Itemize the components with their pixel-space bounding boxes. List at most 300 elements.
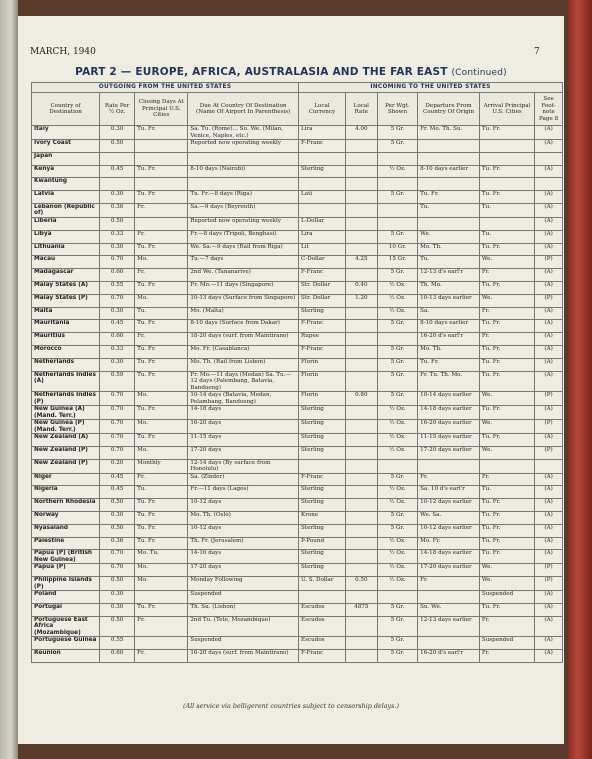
airmail-schedule-table [31,82,563,663]
table-cell: Tu. Fr. [135,320,188,333]
table-cell: 5 Gr. [377,616,417,637]
table-cell [479,152,534,165]
table-cell: We. [479,294,534,307]
table-cell: 10-13 days earlier [418,294,480,307]
country-cell: Poland [32,591,100,604]
table-cell [479,140,534,153]
table-cell: Mo. [135,256,188,269]
table-cell: Escudos [299,616,346,637]
table-cell: (P) [535,392,563,406]
table-cell: ½ Oz. [377,446,417,459]
table-cell: Reported now operating weekly [188,217,299,230]
country-cell: Mauritania [32,320,100,333]
table-cell: Fr. [135,203,188,217]
table-cell: 10-14 days earlier [418,392,480,406]
table-row [32,345,563,358]
table-cell [188,178,299,191]
table-cell: 0.50 [100,577,135,591]
table-cell: (A) [535,269,563,282]
table-cell [345,152,377,165]
table-cell: Th. Fr. (Jerusalem) [188,537,299,550]
table-cell [299,203,346,217]
table-cell: 0.70 [100,294,135,307]
table-row [32,126,563,140]
table-cell: Tu. [418,203,480,217]
column-header-row [32,93,563,126]
table-cell: 18-20 days (surf. from Maintirano) [188,333,299,346]
table-cell: Florin [299,371,346,392]
table-cell: Sterling [299,499,346,512]
table-cell: Suspended [479,591,534,604]
table-cell [377,217,417,230]
table-cell [345,191,377,204]
table-cell: C-Dollar [299,256,346,269]
table-cell: (A) [535,333,563,346]
table-cell: Tu. Fr. [135,281,188,294]
table-cell: Tu. Fr. [135,524,188,537]
table-cell: 0.45 [100,473,135,486]
table-cell: Fr.—11 days (Lagos) [188,486,299,499]
table-cell: 0.80 [345,392,377,406]
table-cell [345,333,377,346]
table-row [32,281,563,294]
table-cell: We. [479,446,534,459]
table-cell: 0.70 [100,256,135,269]
table-cell: 0.50 [345,577,377,591]
table-cell: 17-20 days [188,446,299,459]
table-cell: (A) [535,406,563,420]
table-cell: Su. We. [418,604,480,617]
table-cell: Tu. Fr. [479,434,534,447]
table-cell [345,217,377,230]
country-cell: Reunion [32,650,100,663]
table-cell: (A) [535,486,563,499]
table-cell: 0.36 [100,203,135,217]
table-cell: Sa. Tu. (Rome)... Su. We. (Milan, Venice, Naples, etc.) [188,126,299,140]
table-cell: 0.60 [100,650,135,663]
table-cell: 0.70 [100,434,135,447]
table-cell [345,178,377,191]
table-cell [345,307,377,320]
country-cell: Papua (P) (British New Guinea) [32,550,100,564]
table-cell: ½ Oz. [377,499,417,512]
country-cell: Portuguese East Africa (Mozambique) [32,616,100,637]
table-row [32,191,563,204]
table-row [32,307,563,320]
table-cell: Fr. [135,333,188,346]
table-cell: (A) [535,499,563,512]
table-cell: P-Pound [299,537,346,550]
table-cell: 5 Gr. [377,371,417,392]
table-cell: 14-18 days [188,406,299,420]
table-row [32,486,563,499]
table-cell: 5 Gr. [377,512,417,525]
country-cell: Philippine Islands (P) [32,577,100,591]
table-cell: F-Franc [299,650,346,663]
table-cell [188,152,299,165]
book-binding-left [0,0,18,759]
column-header: Local Currency [299,93,346,126]
table-cell: 0.30 [100,243,135,256]
table-cell [345,140,377,153]
table-cell: Tu. [479,486,534,499]
country-cell: Portuguese Guinea [32,637,100,650]
table-cell: 10-12 days [188,524,299,537]
country-cell: New Zealand (A) [32,434,100,447]
table-cell: Suspended [188,591,299,604]
table-cell: 10-13 days (Surface from Singapore) [188,294,299,307]
table-cell: Fr. Mo.—11 days (Singapore) [188,281,299,294]
table-cell: 16-20 days (surf. from Maintirano) [188,650,299,663]
table-cell: ½ Oz. [377,420,417,434]
table-cell: Fr. [135,269,188,282]
table-cell: (A) [535,281,563,294]
table-cell: 11-15 days [188,434,299,447]
table-cell: 16-20 days earlier [418,420,480,434]
table-cell: Mo. [135,577,188,591]
table-cell: Sterling [299,524,346,537]
table-row [32,616,563,637]
table-row [32,564,563,577]
table-cell: Mo. [135,420,188,434]
table-cell: Mo. Th. [418,345,480,358]
table-cell: Tu. Fr. [135,499,188,512]
table-cell: 0.59 [100,371,135,392]
table-cell [345,537,377,550]
table-cell: 2nd Tu. (Tete, Mozambique) [188,616,299,637]
table-cell: Fr. [479,650,534,663]
column-header: Due At Country Of Destination (Name Of Airport In Parenthesis) [188,93,299,126]
table-cell: Tu. Fr. [479,191,534,204]
table-cell: 0.50 [100,217,135,230]
table-cell [377,178,417,191]
table-cell: Tu. Fr. [479,243,534,256]
table-cell: (P) [535,420,563,434]
table-cell: We. Sa. [418,512,480,525]
table-cell: Str. Dollar [299,294,346,307]
table-cell [345,203,377,217]
table-cell: (P) [535,256,563,269]
country-cell: Kenya [32,165,100,178]
table-cell: 10-14 days (Batavia, Medan, Pelambang, Bandoeng) [188,392,299,406]
table-row [32,294,563,307]
table-row [32,203,563,217]
table-cell: Mo. [135,392,188,406]
table-cell: ½ Oz. [377,406,417,420]
table-cell [345,230,377,243]
table-cell [345,616,377,637]
table-cell [345,650,377,663]
table-cell: 0.33 [100,230,135,243]
table-cell: 4.25 [345,256,377,269]
table-cell: Tu. Fr. [418,191,480,204]
table-cell: 5 Gr. [377,126,417,140]
country-cell: Netherlands Indies (A) [32,371,100,392]
table-cell: ½ Oz. [377,564,417,577]
table-cell: 5 Gr. [377,604,417,617]
table-cell: F-Franc [299,345,346,358]
table-cell: Fr. [479,333,534,346]
table-row [32,140,563,153]
table-cell: Tu. Fr. [479,550,534,564]
table-cell: 5 Gr. [377,473,417,486]
table-cell: 0.50 [100,140,135,153]
table-cell: 0.30 [100,358,135,371]
table-cell: 0.40 [345,281,377,294]
table-cell: Rupee [299,333,346,346]
table-cell: 0.30 [100,307,135,320]
table-cell: 0.30 [100,191,135,204]
table-cell: 0.70 [100,446,135,459]
table-row [32,459,563,473]
group-header-row [32,83,563,93]
table-cell: 16-20 d's earl'r [418,333,480,346]
table-row [32,537,563,550]
table-cell: (A) [535,165,563,178]
table-cell: Mo. [135,564,188,577]
table-cell [345,165,377,178]
country-cell: Mauritius [32,333,100,346]
table-cell: 4.00 [345,126,377,140]
table-cell: (A) [535,358,563,371]
table-cell: 5 Gr. [377,230,417,243]
country-cell: Italy [32,126,100,140]
table-cell [135,637,188,650]
table-cell: (A) [535,371,563,392]
table-row [32,217,563,230]
table-cell: Sterling [299,486,346,499]
table-cell: Tu. Fr. [135,126,188,140]
table-cell [377,459,417,473]
table-cell: 0.45 [100,320,135,333]
table-row [32,577,563,591]
table-cell: Sterling [299,550,346,564]
table-cell: 8-10 days (Surface from Dakar) [188,320,299,333]
table-cell: ½ Oz. [377,294,417,307]
table-cell: Mo. (Malta) [188,307,299,320]
table-cell [345,406,377,420]
censorship-footnote: (All service via belligerent countries subject to censorship delays.) [183,702,399,710]
table-cell: (A) [535,307,563,320]
table-cell: Sterling [299,434,346,447]
table-cell: Mo. Th. (Rail from Lisbon) [188,358,299,371]
table-cell: Mo. [135,294,188,307]
table-cell: ½ Oz. [377,486,417,499]
table-cell [345,512,377,525]
table-cell: 0.70 [100,420,135,434]
table-cell [299,591,346,604]
table-cell: 5 Gr. [377,358,417,371]
table-cell: (P) [535,577,563,591]
table-cell: Tu. Fr. [135,358,188,371]
table-cell [418,591,480,604]
table-cell: Fr.—8 days (Tripoli, Benghasi) [188,230,299,243]
table-cell: (A) [535,320,563,333]
table-row [32,333,563,346]
table-cell: Tu. Fr. [479,524,534,537]
table-cell: (A) [535,550,563,564]
table-cell: Mo. Tu. [135,550,188,564]
table-cell: Fr. [135,616,188,637]
table-cell: (P) [535,446,563,459]
table-cell: 5 Gr. [377,191,417,204]
table-row [32,178,563,191]
table-row [32,392,563,406]
column-header: See Foot-note Page 8 [535,93,563,126]
table-cell: F-Franc [299,473,346,486]
table-cell: 12-13 d's earl'r [418,269,480,282]
table-cell: 0.55 [100,281,135,294]
table-cell [345,269,377,282]
table-cell: Mo. Fr. (Casablanca) [188,345,299,358]
table-cell: 0.45 [100,165,135,178]
table-cell: 0.55 [100,637,135,650]
table-cell: Escudos [299,637,346,650]
table-cell: 0.30 [100,591,135,604]
table-cell: Tu. Fr. [479,604,534,617]
table-cell: (A) [535,524,563,537]
table-cell: Fr. [479,473,534,486]
table-cell: Th. Mo. [418,281,480,294]
country-cell: Malay States (P) [32,294,100,307]
country-cell: Libya [32,230,100,243]
table-cell: Tu. Fr. [135,406,188,420]
country-cell: Niger [32,473,100,486]
table-cell: Tu. Fr. [135,191,188,204]
table-cell: Tu. [418,256,480,269]
table-cell: 0.33 [100,345,135,358]
table-cell: 17-20 days earlier [418,564,480,577]
table-row [32,320,563,333]
table-cell [345,473,377,486]
table-cell: 0.70 [100,392,135,406]
table-cell: Fr. Tu. Th. Mo. [418,371,480,392]
table-cell [100,178,135,191]
table-cell: (A) [535,126,563,140]
table-cell: Fr. [418,577,480,591]
table-cell: F-Franc [299,320,346,333]
table-cell: (P) [535,564,563,577]
country-cell: Norway [32,512,100,525]
table-row [32,358,563,371]
country-cell: Malay States (A) [32,281,100,294]
table-cell: (A) [535,473,563,486]
table-cell [418,637,480,650]
column-header: Arrival Principal U.S. Cities [479,93,534,126]
table-row [32,165,563,178]
table-row [32,604,563,617]
table-cell: Tu. Fr. [135,512,188,525]
table-cell: F-Franc [299,140,346,153]
table-cell: 14-18 days earlier [418,406,480,420]
table-cell: Fr. [479,269,534,282]
table-row [32,243,563,256]
table-cell: 17-20 days [188,564,299,577]
table-cell: 1.20 [345,294,377,307]
table-cell: Fr. Mo.—11 days (Medan) Sa. Tu.—12 days (Palembang, Batavia, Bandoeng) [188,371,299,392]
table-cell: (A) [535,243,563,256]
table-cell: We. [479,564,534,577]
table-cell: Tu. Fr. [135,537,188,550]
country-cell: New Zealand (P) [32,446,100,459]
table-cell [135,140,188,153]
table-cell: Tu. Fr. [479,512,534,525]
table-cell [345,637,377,650]
table-cell [535,178,563,191]
table-row [32,650,563,663]
country-cell: Portugal [32,604,100,617]
table-cell [299,152,346,165]
table-cell: Florin [299,392,346,406]
table-cell [418,459,480,473]
table-row [32,637,563,650]
table-cell: 0.30 [100,126,135,140]
table-cell: Tu.—7 days [188,256,299,269]
table-cell [345,459,377,473]
table-cell: 10-12 days earlier [418,524,480,537]
table-cell: L-Dollar [299,217,346,230]
table-cell: Tu. [135,486,188,499]
table-cell: ½ Oz. [377,577,417,591]
table-cell: Mo. Th. [418,243,480,256]
table-cell: 0.50 [100,616,135,637]
table-cell: Lati [299,191,346,204]
table-cell: ½ Oz. [377,537,417,550]
table-cell [418,178,480,191]
table-cell: Monday Following [188,577,299,591]
group-incoming: INCOMING TO THE UNITED STATES [299,83,563,93]
table-cell: Tu. Fr. [479,499,534,512]
table-cell [418,152,480,165]
table-cell: Fr. Mo. Th. Su. [418,126,480,140]
table-cell: Tu. Fr. [479,320,534,333]
country-cell: New Guinea (A) (Mand. Terr.) [32,406,100,420]
table-cell [345,420,377,434]
table-cell: Escudos [299,604,346,617]
table-cell: Monthly [135,459,188,473]
table-cell: (A) [535,345,563,358]
country-cell: Northern Rhodesia [32,499,100,512]
table-cell: Lira [299,126,346,140]
table-cell: Fr. [135,473,188,486]
table-cell [345,434,377,447]
table-cell [535,459,563,473]
table-cell [299,459,346,473]
table-cell: 16-20 d's earl'r [418,650,480,663]
table-cell: Lira [299,230,346,243]
table-cell: 2nd We. (Tananarive) [188,269,299,282]
table-cell: ½ Oz. [377,434,417,447]
table-cell: 8-10 days earlier [418,165,480,178]
table-cell: Tu. Fr. [479,126,534,140]
table-cell: Tu. Fr. [135,165,188,178]
table-cell: Krone [299,512,346,525]
table-row [32,256,563,269]
table-row [32,269,563,282]
table-cell: Fr. [418,473,480,486]
table-cell [299,178,346,191]
page-title [18,66,564,78]
table-cell: 12-13 days earlier [418,616,480,637]
table-cell: (A) [535,217,563,230]
table-cell: Fr. [135,230,188,243]
table-cell: 5 Gr. [377,650,417,663]
table-cell: 5 Gr. [377,524,417,537]
country-cell: New Guinea (P) (Mand. Terr.) [32,420,100,434]
table-row [32,524,563,537]
table-cell [345,486,377,499]
table-cell: 0.70 [100,406,135,420]
